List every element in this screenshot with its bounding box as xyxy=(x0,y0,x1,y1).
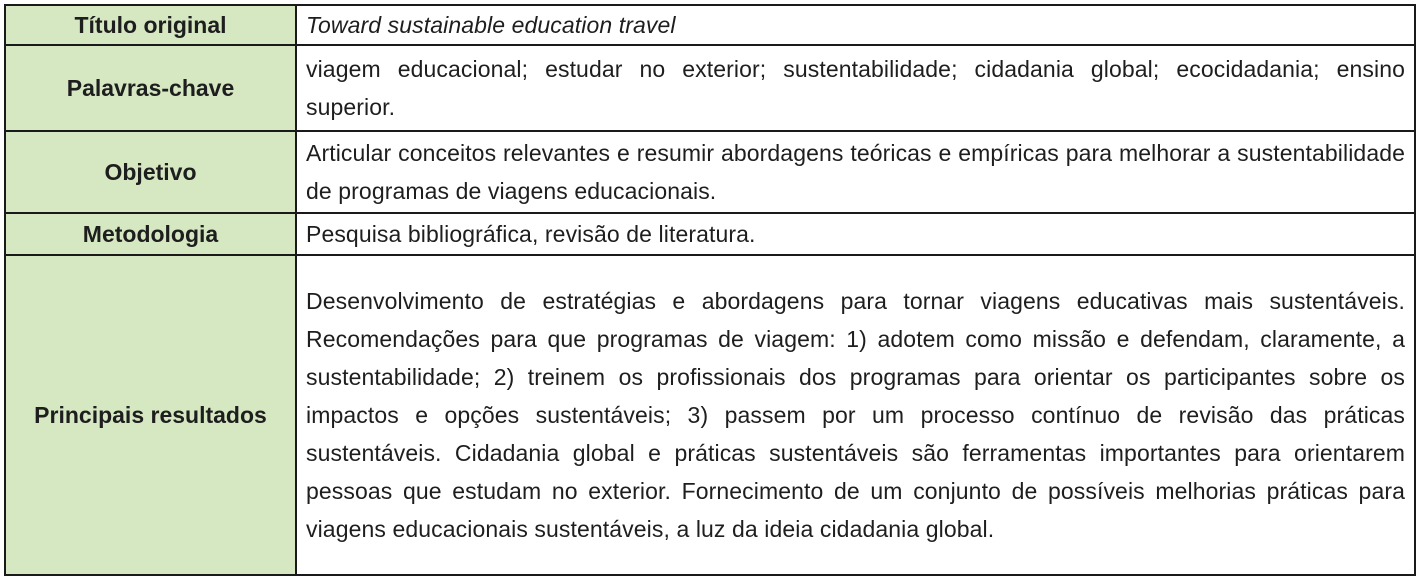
methodology-value: Pesquisa bibliográfica, revisão de literatura. xyxy=(296,213,1415,255)
methodology-label: Metodologia xyxy=(5,213,296,255)
original-title-value: Toward sustainable education travel xyxy=(296,5,1415,45)
main-results-value: Desenvolvimento de estratégias e abordagens para tornar viagens educativas mais sustentáveis. Recomendações para que programas de viagem: 1) adotem como missão e defendam, claramente, a sustentabilidade; 2) treinem os profissionais dos programas para orientar os participantes sobre os impactos e opções sustentáveis; 3) passem por um processo contínuo de revisão das práticas sustentáveis. Cidadania global e práticas sustentáveis são ferramentas importantes para orientarem pessoas que estudam no exterior. Fornecimento de um conjunto de possíveis melhorias práticas para viagens educacionais sustentáveis, a luz da ideia cidadania global. xyxy=(296,255,1415,575)
table-row-main-results xyxy=(5,255,1415,575)
table-row-objective xyxy=(5,131,1415,213)
table-row-keywords xyxy=(5,45,1415,131)
objective-label: Objetivo xyxy=(5,131,296,213)
table-row-original-title xyxy=(5,5,1415,45)
keywords-value: viagem educacional; estudar no exterior; sustentabilidade; cidadania global; ecocidadania; ensino superior. xyxy=(296,45,1415,131)
keywords-label: Palavras-chave xyxy=(5,45,296,131)
objective-value: Articular conceitos relevantes e resumir abordagens teóricas e empíricas para melhorar a sustentabilidade de programas de viagens educacionais. xyxy=(296,131,1415,213)
study-summary-table xyxy=(4,4,1416,576)
table-row-methodology xyxy=(5,213,1415,255)
original-title-label: Título original xyxy=(5,5,296,45)
main-results-label: Principais resultados xyxy=(5,255,296,575)
